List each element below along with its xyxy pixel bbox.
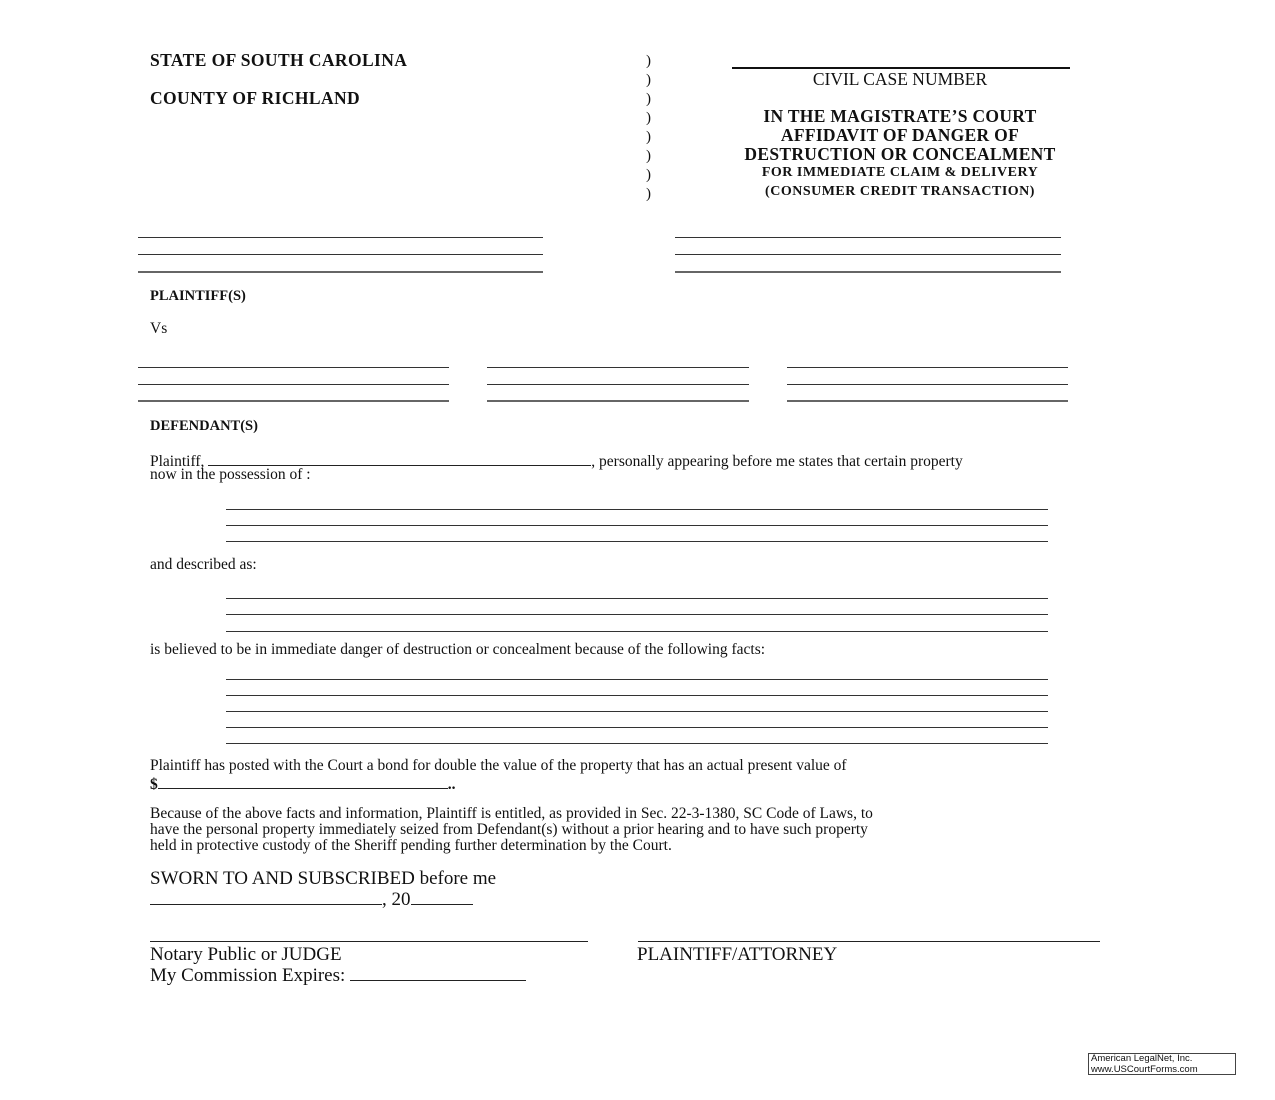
defendant-field-6[interactable] [487,400,749,402]
description-field-3[interactable] [226,631,1048,632]
facts-field-1[interactable] [226,679,1048,680]
description-field-1[interactable] [226,598,1048,599]
sworn-date-field[interactable] [150,888,382,905]
facts-field-4[interactable] [226,727,1048,728]
case-number-label: CIVIL CASE NUMBER [812,69,988,89]
state-caption: STATE OF SOUTH CAROLINA [150,50,408,70]
legal-paragraph [150,806,873,854]
sworn-label: SWORN TO AND SUBSCRIBED before me [150,868,497,889]
legal-line-1: Because of the above facts and information, Plaintiff is entitled, as provided in Sec. 22-3-1380, SC Code of Laws, to [150,805,873,822]
paren: ) [646,72,651,88]
legal-line-2: have the personal property immediately seized from Defendant(s) without a prior hearing and to have such property [150,821,868,838]
plaintiff-field-2[interactable] [138,254,543,255]
sworn-year-field[interactable] [411,888,473,905]
defendant-field-4[interactable] [487,367,749,368]
legal-line-3: held in protective custody of the Sheriff pending further determination by the Court. [150,837,672,854]
bond-amount-field[interactable] [158,774,448,789]
facts-field-3[interactable] [226,711,1048,712]
intro-line-2: now in the possession of : [150,466,311,483]
plaintiff-field-1[interactable] [138,237,543,238]
publisher-name: American LegalNet, Inc. [1091,1053,1193,1064]
plaintiff-name-field[interactable] [208,451,591,466]
paren: ) [646,91,651,107]
defendant-field-3[interactable] [138,400,449,402]
document-title [670,107,1130,202]
defendant-field-8[interactable] [787,384,1068,385]
described-label: and described as: [150,556,257,573]
plaintiff-label: PLAINTIFF(S) [150,288,246,304]
sworn-date-line [150,888,473,911]
commission-label: My Commission Expires: [150,965,346,986]
commission-expires-field[interactable] [350,964,526,981]
publisher-badge [1088,1053,1236,1075]
title-line-4: (CONSUMER CREDIT TRANSACTION) [765,184,1035,199]
title-line-2: DESTRUCTION OR CONCEALMENT [744,144,1056,164]
county-caption: COUNTY OF RICHLAND [150,88,361,108]
court-name: IN THE MAGISTRATE’S COURT [763,106,1037,126]
defendant-field-7[interactable] [787,367,1068,368]
date-separator: , 20 [382,889,411,910]
publisher-website: www.USCourtForms.com [1091,1063,1198,1075]
paren: ) [646,167,651,183]
paren: ) [646,148,651,164]
defendant-field-2[interactable] [138,384,449,385]
plaintiff-attorney-label: PLAINTIFF/ATTORNEY [637,944,838,965]
possession-field-2[interactable] [226,525,1048,526]
currency-symbol: $ [150,776,158,793]
notary-label: Notary Public or JUDGE [150,944,342,965]
plaintiff-field-4[interactable] [675,237,1061,238]
description-field-2[interactable] [226,614,1048,615]
plaintiff-attorney-signature-field[interactable] [638,941,1100,942]
caption-divider-parens [646,52,651,204]
commission-line [150,964,526,987]
defendant-label: DEFENDANT(S) [150,418,258,434]
paren: ) [646,186,651,202]
paren: ) [646,129,651,145]
possession-field-3[interactable] [226,541,1048,542]
bond-suffix: .. [447,776,456,793]
bond-text: Plaintiff has posted with the Court a bond for double the value of the property that has an actual present value of [150,757,847,774]
defendant-field-1[interactable] [138,367,449,368]
plaintiff-field-6[interactable] [675,271,1061,273]
plaintiff-field-3[interactable] [138,271,543,273]
defendant-field-9[interactable] [787,400,1068,402]
danger-label: is believed to be in immediate danger of destruction or concealment because of the following facts: [150,641,766,658]
defendant-field-5[interactable] [487,384,749,385]
title-line-3: FOR IMMEDIATE CLAIM & DELIVERY [761,165,1039,180]
paren: ) [646,53,651,69]
versus-label: Vs [150,320,168,337]
paren: ) [646,110,651,126]
bond-amount-line [150,774,456,793]
intro-prefix: Plaintiff, [150,453,205,470]
plaintiff-field-5[interactable] [675,254,1061,255]
intro-suffix: , personally appearing before me states that certain property [591,453,963,470]
possession-field-1[interactable] [226,509,1048,510]
title-line-1: AFFIDAVIT OF DANGER OF [780,125,1020,145]
facts-field-2[interactable] [226,695,1048,696]
notary-signature-field[interactable] [150,941,588,942]
facts-field-5[interactable] [226,743,1048,744]
